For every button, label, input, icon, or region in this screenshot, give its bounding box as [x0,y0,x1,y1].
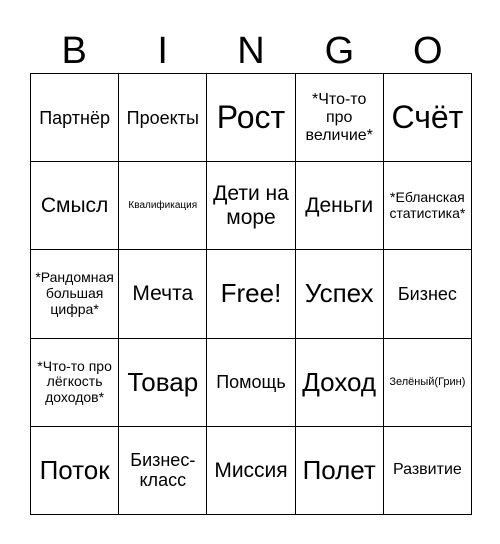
bingo-cell[interactable]: Бизнес-класс [119,427,207,515]
bingo-cell[interactable]: Миссия [207,427,295,515]
bingo-cell[interactable]: Товар [119,339,207,427]
bingo-header [30,28,472,74]
bingo-cell[interactable]: Бизнес [384,250,472,338]
bingo-cell[interactable]: Счёт [384,74,472,162]
bingo-cell[interactable]: Деньги [296,162,384,250]
bingo-cell[interactable]: Квалификация [119,162,207,250]
bingo-cell[interactable]: Рост [207,74,295,162]
bingo-grid [30,73,472,515]
bingo-cell[interactable]: Поток [31,427,119,515]
header-letter-o: O [413,30,443,72]
header-letter-g: G [324,30,355,72]
bingo-cell[interactable]: *Что-то про величие* [296,74,384,162]
bingo-cell[interactable]: Полет [296,427,384,515]
header-letter-n: N [237,30,265,72]
bingo-cell[interactable]: Смысл [31,162,119,250]
bingo-cell[interactable]: *Что-то про лёгкость доходов* [31,339,119,427]
bingo-cell[interactable]: Зелёный(Грин) [384,339,472,427]
bingo-cell[interactable]: Мечта [119,250,207,338]
bingo-cell[interactable]: Развитие [384,427,472,515]
header-letter-b: B [61,30,87,72]
bingo-cell[interactable]: Успех [296,250,384,338]
bingo-cell[interactable]: Партнёр [31,74,119,162]
header-letter-i: I [157,30,168,72]
bingo-cell[interactable]: Доход [296,339,384,427]
free-cell[interactable]: Free! [207,250,295,338]
bingo-cell[interactable]: *Рандомная большая цифра* [31,250,119,338]
bingo-cell[interactable]: *Ебланская статистика* [384,162,472,250]
bingo-cell[interactable]: Проекты [119,74,207,162]
bingo-cell[interactable]: Помощь [207,339,295,427]
bingo-cell[interactable]: Дети на море [207,162,295,250]
